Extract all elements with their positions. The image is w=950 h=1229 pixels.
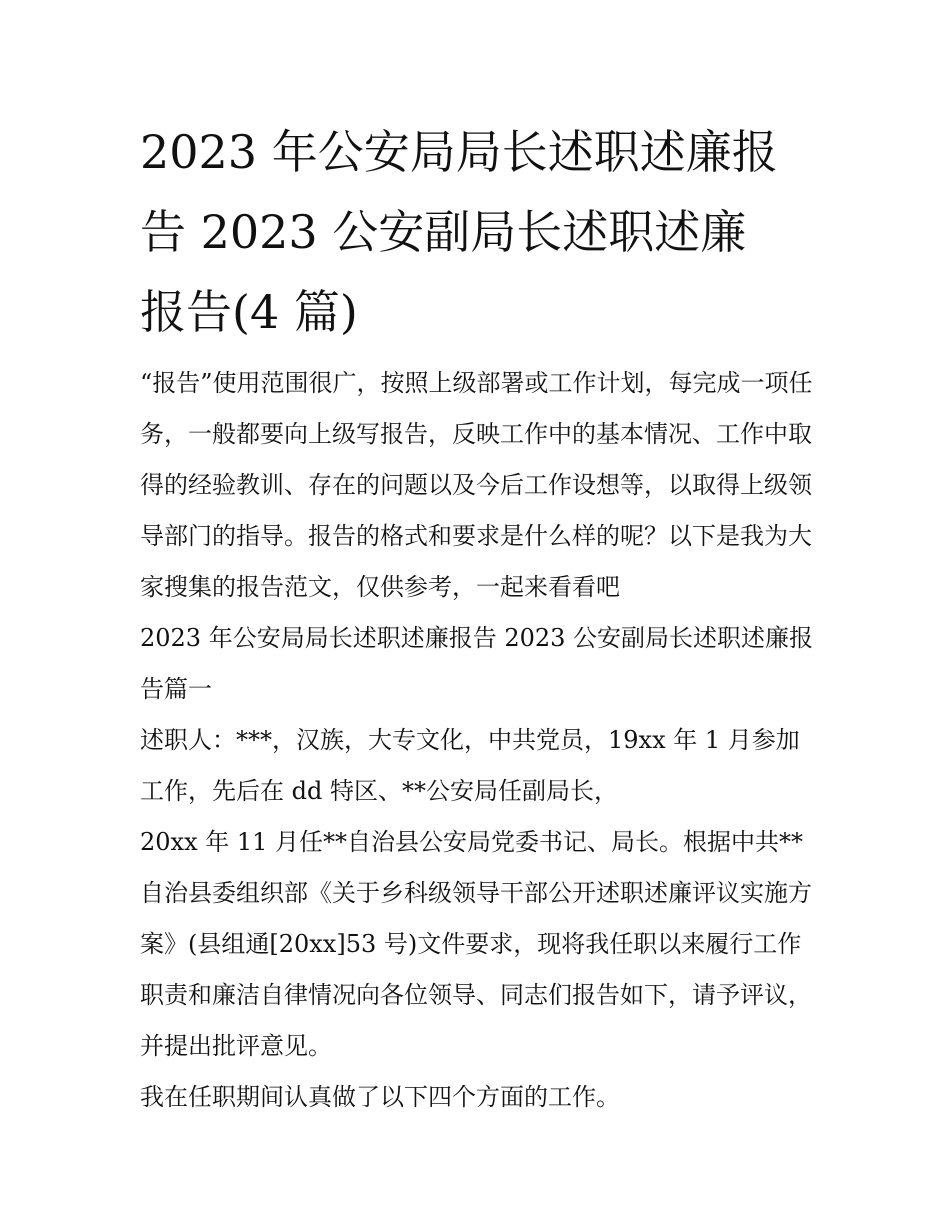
title-line: 告 2023 公安副局长述职述廉	[140, 205, 747, 259]
title-line: 报告(4 篇)	[140, 285, 358, 339]
document-body	[140, 358, 820, 1123]
intro-paragraph: “报告”使用范围很广，按照上级部署或工作计划，每完成一项任务，一般都要向上级写报告，反映工作中的基本情况、工作中取得的经验教训、存在的问题以及今后工作设想等，以取得上级领导部门的指导。报告的格式和要求是什么样的呢？以下是我为大家搜集的报告范文，仅供参考，一起来看看吧	[140, 369, 813, 601]
section-heading: 2023 年公安局局长述职述廉报告 2023 公安副局长述职述廉报告篇一	[140, 624, 814, 703]
title-line: 2023 年公安局局长述职述廉报	[140, 125, 778, 179]
body-paragraph: 20xx 年 11 月任**自治县公安局党委书记、局长。根据中共**自治县委组织部《关于乡科级领导干部公开述职述廉评议实施方案》(县组通[20xx]53 号)文件要求，现将我任职以来履行工作职责和廉洁自律情况向各位领导、同志们报告如下，请予评议，并提出批评意见。	[140, 828, 812, 1060]
document-title	[140, 112, 820, 352]
body-paragraph: 我在任职期间认真做了以下四个方面的工作。	[140, 1083, 620, 1111]
body-paragraph: 述职人：***，汉族，大专文化，中共党员，19xx 年 1 月参加工作，先后在 dd 特区、**公安局任副局长，	[140, 726, 800, 805]
document-page	[140, 112, 820, 1123]
